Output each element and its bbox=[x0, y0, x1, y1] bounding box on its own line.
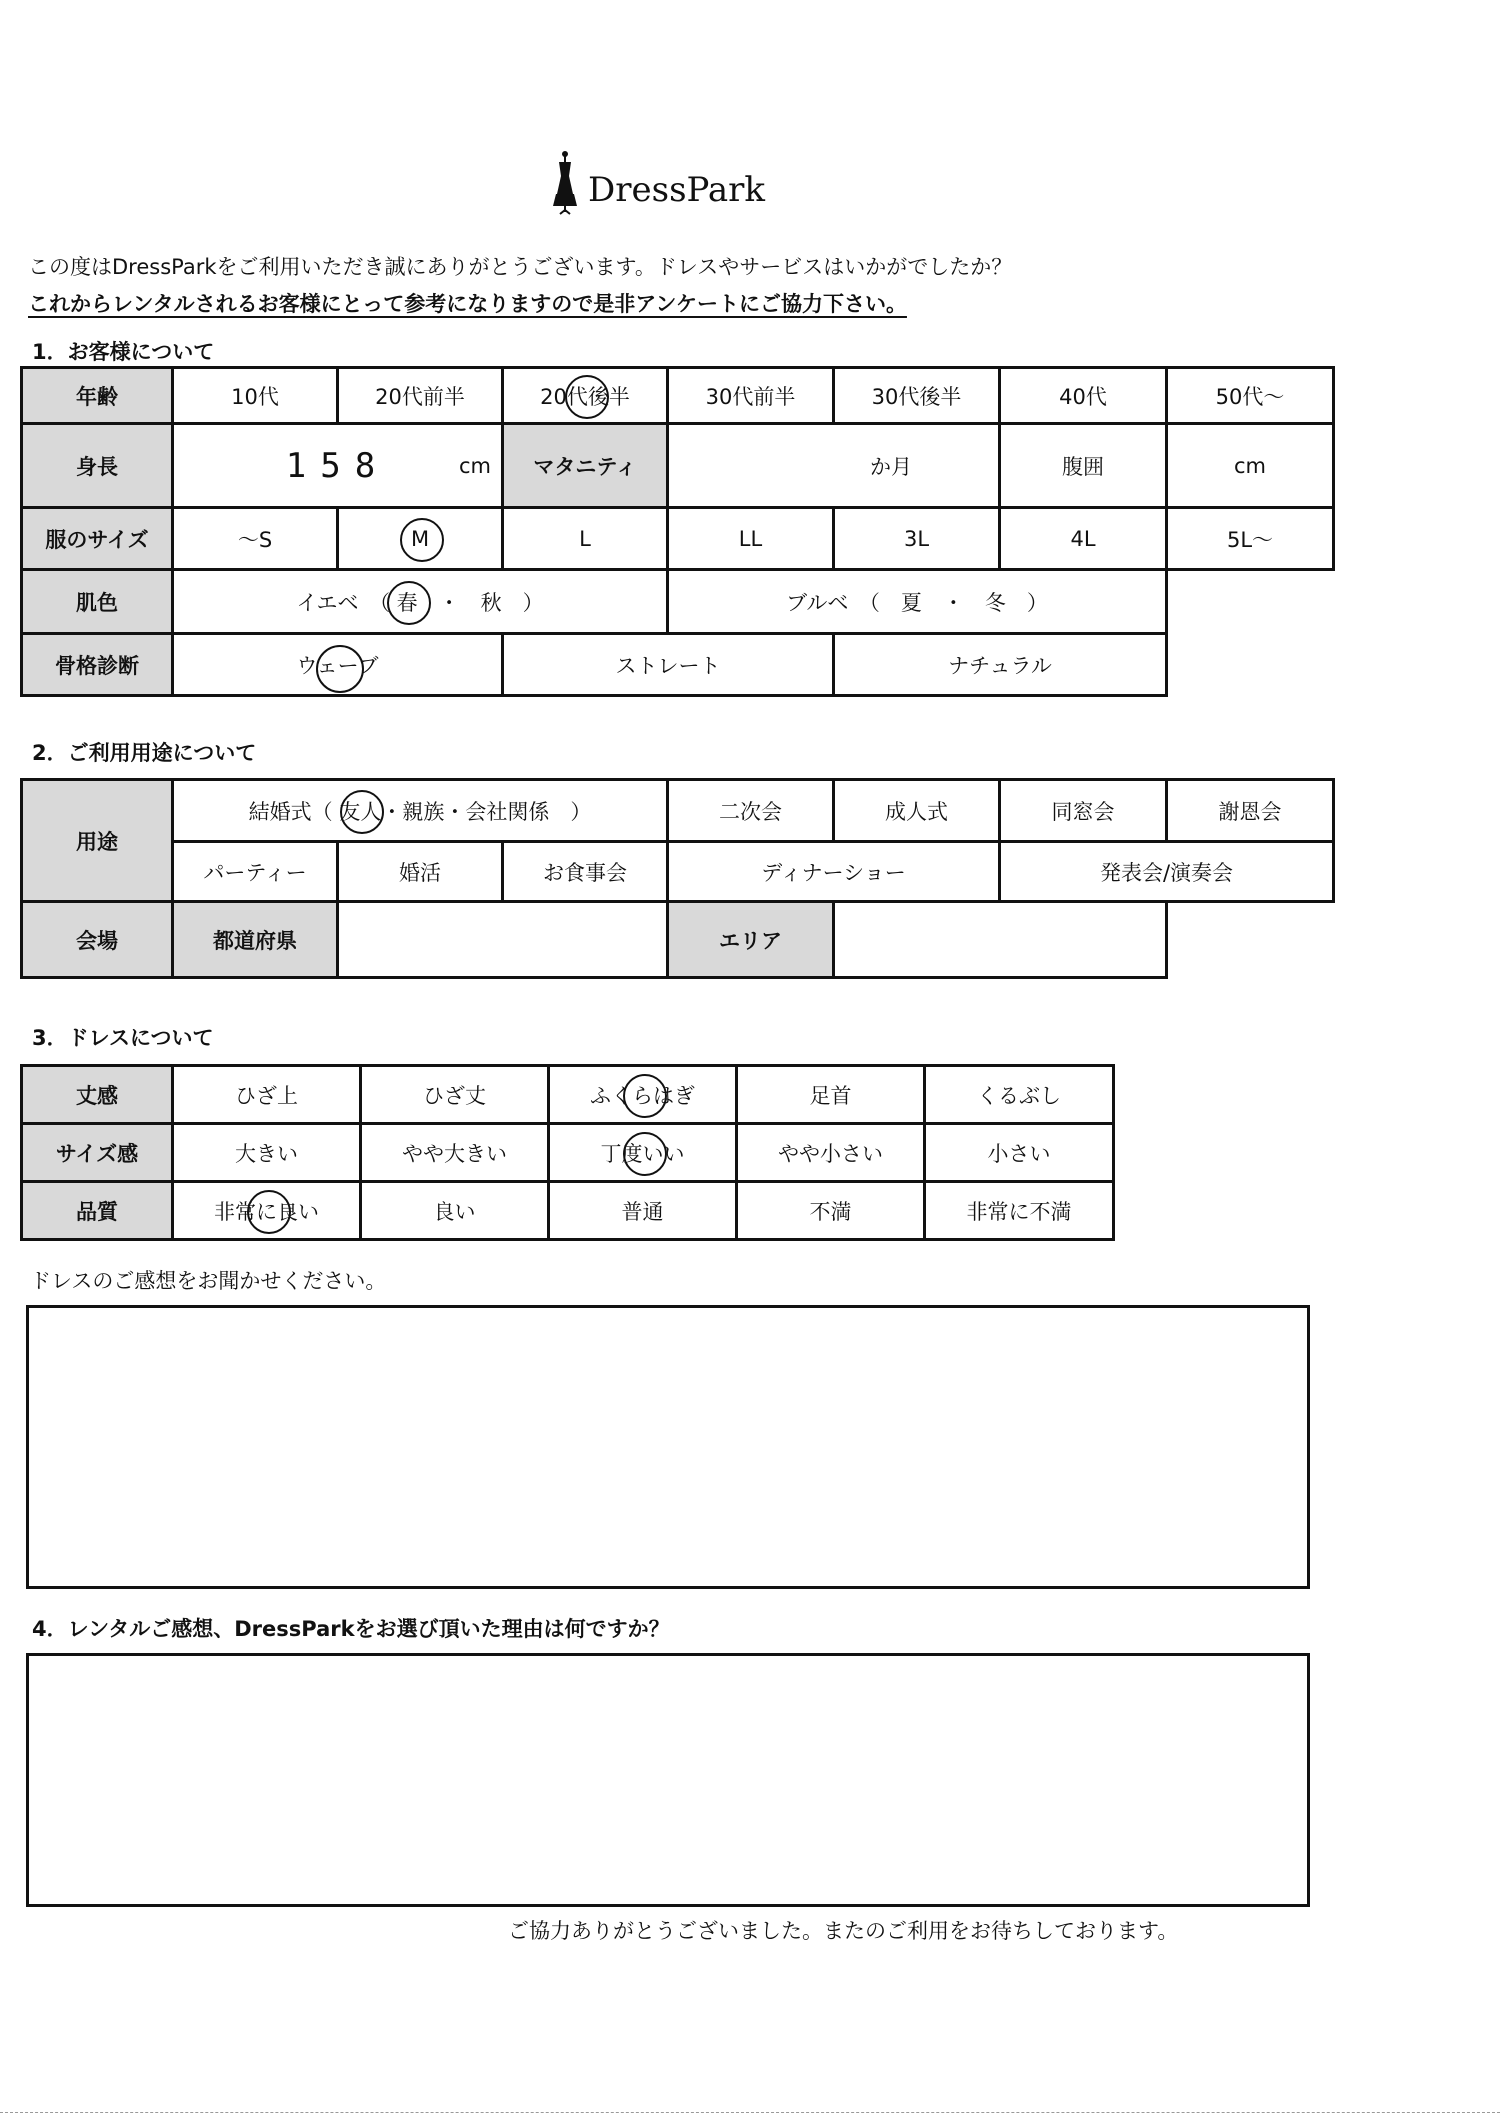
intro-line-2: これからレンタルされるお客様にとって参考になりますので是非アンケートにご協力下さい。 bbox=[28, 292, 907, 316]
purpose-row-2 bbox=[22, 842, 1334, 902]
size-option[interactable]: L bbox=[503, 508, 668, 570]
height-field[interactable] bbox=[173, 424, 503, 508]
purpose-row-1 bbox=[22, 780, 1334, 842]
age-option[interactable]: 10代 bbox=[173, 368, 338, 424]
selected-circle: ウェーブ bbox=[296, 650, 378, 680]
empty-cell bbox=[1167, 902, 1334, 978]
quality-option[interactable]: 不満 bbox=[737, 1182, 925, 1240]
quality-option[interactable]: 良い bbox=[361, 1182, 549, 1240]
brand-name: DressPark bbox=[588, 170, 766, 210]
fit-option[interactable]: やや小さい bbox=[737, 1124, 925, 1182]
purpose-option[interactable]: 謝恩会 bbox=[1167, 780, 1334, 842]
empty-cell bbox=[1167, 634, 1334, 696]
quality-option[interactable]: 普通 bbox=[549, 1182, 737, 1240]
fit-option[interactable]: やや大きい bbox=[361, 1124, 549, 1182]
skin-row bbox=[22, 570, 1334, 634]
skin-yellow: イエベ bbox=[296, 590, 359, 615]
wedding-others: ・親族・会社関係 bbox=[381, 799, 550, 824]
age-row bbox=[22, 368, 1334, 424]
age-option[interactable]: 30代前半 bbox=[668, 368, 834, 424]
impression-prompt: ドレスのご感想をお聞かせください。 bbox=[30, 1269, 387, 1293]
age-option-selected[interactable] bbox=[503, 368, 668, 424]
selected-circle: 非常に良い bbox=[214, 1196, 319, 1226]
age-option[interactable]: 40代 bbox=[1000, 368, 1167, 424]
intro-line-1: この度はDressParkをご利用いただき誠にありがとうございます。ドレスやサービスはいかがでしたか？ bbox=[28, 255, 1013, 279]
height-label: 身長 bbox=[22, 424, 173, 508]
skin-blue-base[interactable]: ブルベ （ 夏 ・ 冬 ） bbox=[668, 570, 1167, 634]
prefecture-field[interactable] bbox=[338, 902, 668, 978]
age-option[interactable]: 30代後半 bbox=[834, 368, 1000, 424]
dress-table bbox=[20, 1064, 1115, 1241]
quality-label: 品質 bbox=[22, 1182, 173, 1240]
age-option[interactable]: 50代～ bbox=[1167, 368, 1334, 424]
wedding-option[interactable]: 結婚式（ 友人・親族・会社関係 ） bbox=[173, 780, 668, 842]
skeleton-option[interactable]: ストレート bbox=[503, 634, 834, 696]
closing-message: ご協力ありがとうございました。またのご利用をお待ちしております。 bbox=[508, 1919, 1179, 1943]
selected-circle: 丁度いい bbox=[601, 1138, 685, 1168]
waist-field[interactable] bbox=[1167, 424, 1334, 508]
length-option[interactable]: ひざ丈 bbox=[361, 1066, 549, 1124]
bottom-scan-edge bbox=[0, 2112, 1500, 2113]
height-value: 158 bbox=[285, 445, 390, 486]
fit-option[interactable]: 小さい bbox=[925, 1124, 1114, 1182]
empty-cell bbox=[1167, 570, 1334, 634]
selected-circle: ふくらはぎ bbox=[590, 1080, 695, 1110]
size-option[interactable]: 5L～ bbox=[1167, 508, 1334, 570]
customer-table bbox=[20, 366, 1335, 697]
fit-option-selected[interactable] bbox=[549, 1124, 737, 1182]
selected-circle: 20代後半 bbox=[540, 381, 630, 411]
maternity-months-field[interactable] bbox=[668, 424, 1000, 508]
height-row bbox=[22, 424, 1334, 508]
section3-title: 3．ドレスについて bbox=[32, 1026, 214, 1050]
selected-circle: M bbox=[410, 526, 430, 551]
size-label: 服のサイズ bbox=[22, 508, 173, 570]
impression-textbox[interactable] bbox=[26, 1305, 1310, 1589]
reason-textbox[interactable] bbox=[26, 1653, 1310, 1907]
area-field[interactable] bbox=[834, 902, 1167, 978]
section4-title: 4．レンタルご感想、DressParkをお選び頂いた理由は何ですか？ bbox=[32, 1617, 670, 1641]
size-option[interactable]: ～S bbox=[173, 508, 338, 570]
wedding-friend-selected: 友人 bbox=[339, 796, 381, 826]
purpose-option[interactable]: 発表会/演奏会 bbox=[1000, 842, 1334, 902]
months-unit: か月 bbox=[870, 454, 912, 479]
skeleton-option[interactable]: ナチュラル bbox=[834, 634, 1167, 696]
purpose-option[interactable]: パーティー bbox=[173, 842, 338, 902]
maternity-label: マタニティ bbox=[503, 424, 668, 508]
fit-label: サイズ感 bbox=[22, 1124, 173, 1182]
purpose-option[interactable]: 二次会 bbox=[668, 780, 834, 842]
size-option[interactable]: LL bbox=[668, 508, 834, 570]
fit-option[interactable]: 大きい bbox=[173, 1124, 361, 1182]
length-option[interactable]: ひざ上 bbox=[173, 1066, 361, 1124]
prefecture-label: 都道府県 bbox=[173, 902, 338, 978]
skin-yellow-base[interactable]: イエベ （ 春 ・ 秋 ） bbox=[173, 570, 668, 634]
size-option[interactable]: 3L bbox=[834, 508, 1000, 570]
height-unit: cm bbox=[458, 453, 491, 478]
skeleton-option-selected[interactable] bbox=[173, 634, 503, 696]
skeleton-row bbox=[22, 634, 1334, 696]
skin-label: 肌色 bbox=[22, 570, 173, 634]
wedding-label: 結婚式 bbox=[248, 799, 312, 824]
dress-icon bbox=[550, 150, 580, 216]
size-row bbox=[22, 508, 1334, 570]
purpose-option[interactable]: 同窓会 bbox=[1000, 780, 1167, 842]
purpose-label: 用途 bbox=[22, 780, 173, 902]
length-label: 丈感 bbox=[22, 1066, 173, 1124]
waist-label: 腹囲 bbox=[1000, 424, 1167, 508]
skin-winter: 冬 bbox=[984, 590, 1006, 615]
venue-label: 会場 bbox=[22, 902, 173, 978]
purpose-option[interactable]: 成人式 bbox=[834, 780, 1000, 842]
purpose-option[interactable]: お食事会 bbox=[503, 842, 668, 902]
purpose-option[interactable]: ディナーショー bbox=[668, 842, 1000, 902]
size-option[interactable]: 4L bbox=[1000, 508, 1167, 570]
length-row bbox=[22, 1066, 1114, 1124]
skin-blue: ブルベ bbox=[786, 590, 849, 615]
skin-spring-selected: 春 bbox=[397, 587, 418, 617]
skin-summer: 夏 bbox=[900, 590, 922, 615]
waist-unit: cm bbox=[1233, 453, 1266, 478]
length-option-selected[interactable] bbox=[549, 1066, 737, 1124]
age-label: 年齢 bbox=[22, 368, 173, 424]
dresspark-logo bbox=[550, 148, 790, 220]
quality-row bbox=[22, 1182, 1114, 1240]
section2-title: 2．ご利用用途について bbox=[32, 741, 257, 765]
length-option[interactable]: 足首 bbox=[737, 1066, 925, 1124]
age-option[interactable]: 20代前半 bbox=[338, 368, 503, 424]
area-label: エリア bbox=[668, 902, 834, 978]
size-option-selected[interactable] bbox=[338, 508, 503, 570]
purpose-option[interactable]: 婚活 bbox=[338, 842, 503, 902]
venue-row bbox=[22, 902, 1334, 978]
quality-option[interactable]: 非常に不満 bbox=[925, 1182, 1114, 1240]
quality-option-selected[interactable] bbox=[173, 1182, 361, 1240]
skin-autumn: 秋 bbox=[480, 590, 502, 615]
section1-title: 1．お客様について bbox=[32, 340, 215, 364]
purpose-table bbox=[20, 778, 1335, 979]
skeleton-label: 骨格診断 bbox=[22, 634, 173, 696]
length-option[interactable]: くるぶし bbox=[925, 1066, 1114, 1124]
fit-row bbox=[22, 1124, 1114, 1182]
